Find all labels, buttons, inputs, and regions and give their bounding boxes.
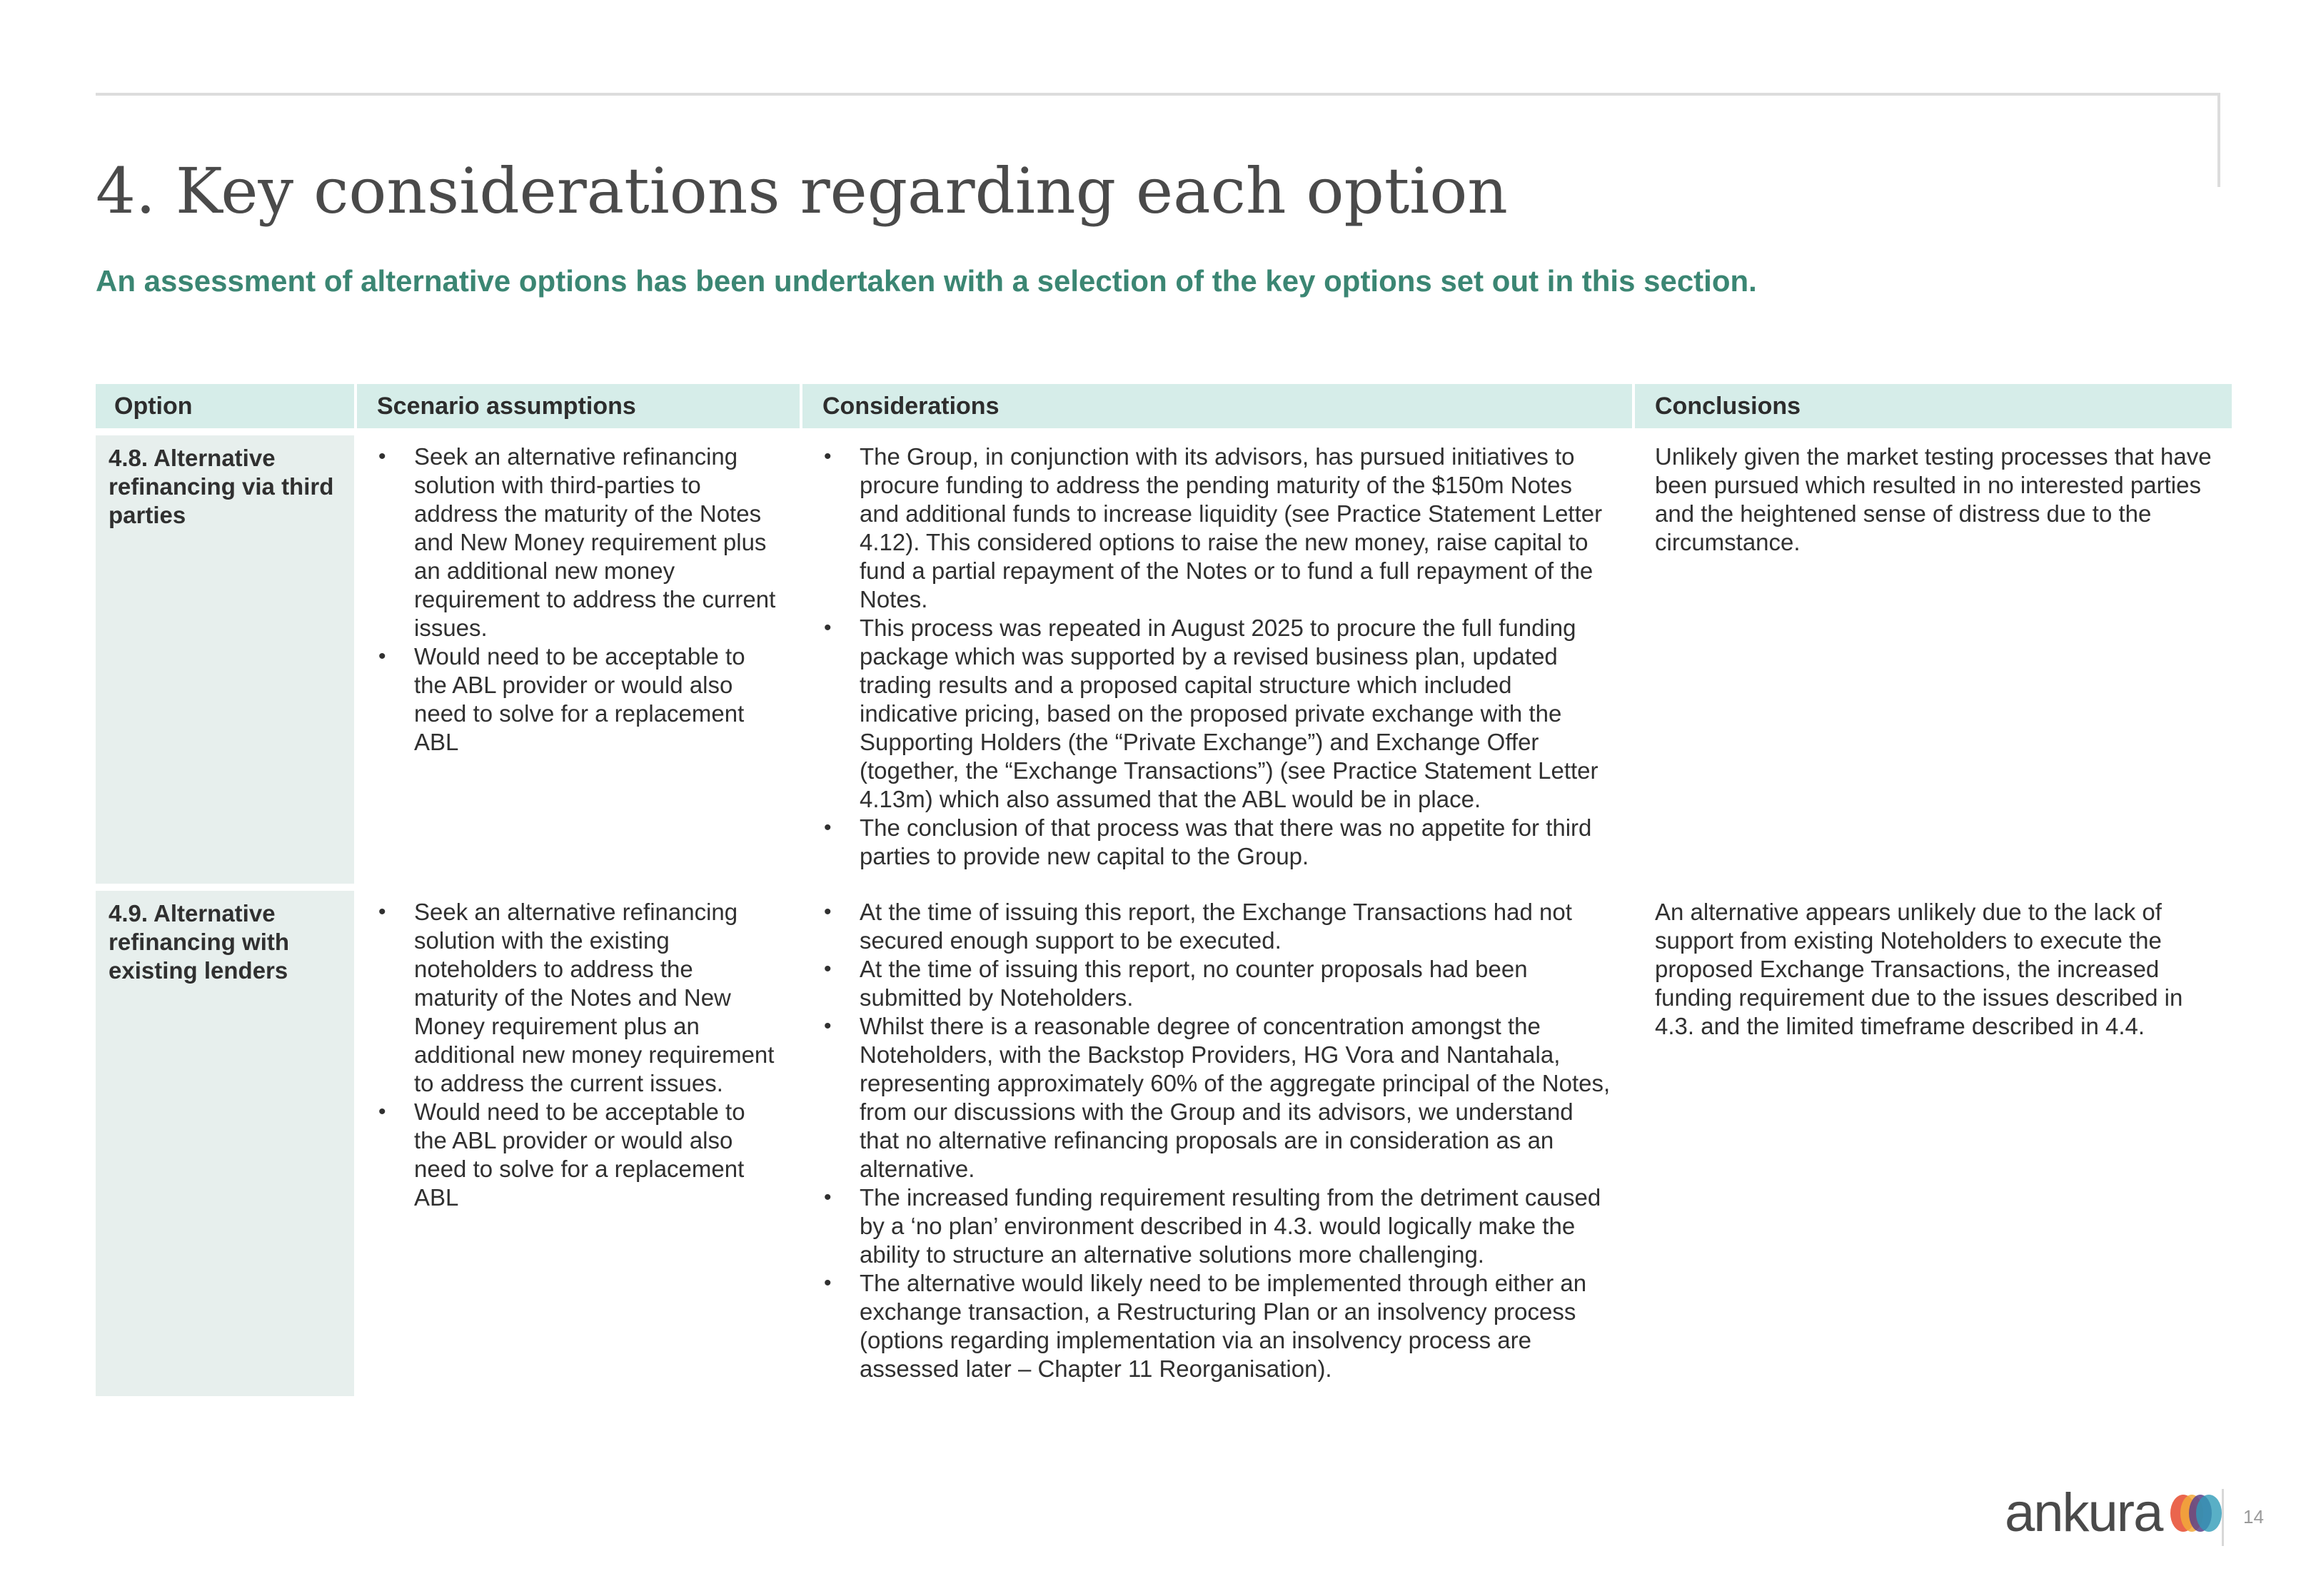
conclusion-cell: An alternative appears unlikely due to the lack of support from existing Noteholders to execute the proposed Exchange Transactions, the increased funding requirement due to the issues described in 4.3. and the limited timeframe described in 4.4. <box>1655 899 2183 1039</box>
corner-tick <box>2217 93 2220 187</box>
consideration-bullet: • At the time of issuing this report, no counter proposals had been submitted by Noteholders. <box>822 955 1612 1012</box>
consideration-bullet: • The conclusion of that process was that there was no appetite for third parties to provide new capital to the Group. <box>822 814 1612 871</box>
considerations-cell <box>802 891 1632 1396</box>
scenario-bullet: • Would need to be acceptable to the ABL provider or would also need to solve for a replacement ABL <box>377 1098 780 1212</box>
option-cell: 4.8. Alternative refinancing via third parties <box>96 435 354 884</box>
header-conclusions: Conclusions <box>1635 384 2232 428</box>
header-option: Option <box>96 384 354 428</box>
scenario-bullet: • Seek an alternative refinancing solution with third-parties to address the maturity of the Notes and New Money requirement plus an additional new money requirement to address the current issues. <box>377 443 780 642</box>
scenario-bullet: • Seek an alternative refinancing solution with the existing noteholders to address the maturity of the Notes and New Money requirement plus an additional new money requirement to address the current issues. <box>377 898 780 1098</box>
options-table <box>93 384 2235 1396</box>
header-considerations: Considerations <box>802 384 1632 428</box>
consideration-bullet: • The alternative would likely need to be implemented through either an exchange transaction, a Restructuring Plan or an insolvency process (options regarding implementation via an insolvency process are assessed later – Chapter 11 Reorganisation). <box>822 1269 1612 1383</box>
logo-ring-blue <box>2196 1495 2222 1532</box>
table-header-row <box>96 384 2232 428</box>
page-subtitle: An assessment of alternative options has been undertaken with a selection of the key options set out in this section. <box>96 264 1757 298</box>
conclusion-cell: Unlikely given the market testing processes that have been pursued which resulted in no interested parties and the heightened sense of distress due to the circumstance. <box>1655 443 2212 555</box>
consideration-bullet: • The Group, in conjunction with its advisors, has pursued initiatives to procure funding to address the pending maturity of the $150m Notes and additional funds to increase liquidity (see Practice Statement Letter 4.12). This considered options to raise the new money, raise capital to fund a partial repayment of the Notes or to fund a full repayment of the Notes. <box>822 443 1612 614</box>
consideration-bullet: • The increased funding requirement resulting from the detriment caused by a ‘no plan’ environment described in 4.3. would logically make the ability to structure an alternative solutions more challenging. <box>822 1183 1612 1269</box>
logo-wordmark: ankura <box>2005 1483 2162 1543</box>
scenario-cell <box>357 435 800 884</box>
option-cell: 4.9. Alternative refinancing with existing lenders <box>96 891 354 1396</box>
logo-mark-icon <box>2167 1492 2225 1535</box>
table-row <box>96 891 2232 1396</box>
ankura-logo <box>2005 1483 2225 1543</box>
table-row <box>96 435 2232 884</box>
scenario-bullet: • Would need to be acceptable to the ABL provider or would also need to solve for a replacement ABL <box>377 642 780 757</box>
consideration-bullet: • This process was repeated in August 2025 to procure the full funding package which was supported by a revised business plan, updated trading results and a proposed capital structure which included indicative pricing, based on the proposed private exchange with the Supporting Holders (the “Private Exchange”) and Exchange Offer (together, the “Exchange Transactions”) (see Practice Statement Letter 4.13m) which also assumed that the ABL would be in place. <box>822 614 1612 814</box>
top-rule <box>96 93 2220 96</box>
considerations-cell <box>802 435 1632 884</box>
consideration-bullet: • At the time of issuing this report, the Exchange Transactions had not secured enough support to be executed. <box>822 898 1612 955</box>
scenario-cell <box>357 891 800 1396</box>
consideration-bullet: • Whilst there is a reasonable degree of concentration amongst the Noteholders, with the Backstop Providers, HG Vora and Nantahala, representing approximately 60% of the aggregate principal of the Notes, from our discussions with the Group and its advisors, we understand that no alternative refinancing proposals are in consideration as an alternative. <box>822 1012 1612 1183</box>
footer-divider <box>2222 1489 2224 1546</box>
page-number: 14 <box>2243 1506 2264 1527</box>
header-scenario: Scenario assumptions <box>357 384 800 428</box>
page-title: 4. Key considerations regarding each option <box>96 154 1508 228</box>
